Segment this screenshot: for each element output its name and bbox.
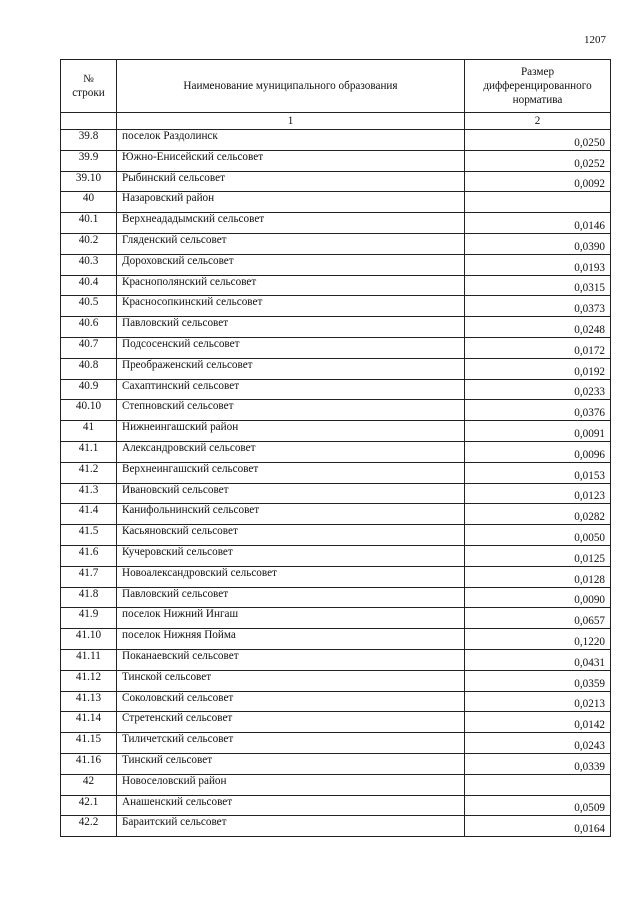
- column-index-2: 2: [465, 113, 611, 130]
- table-row: [61, 213, 611, 234]
- table-row: [61, 254, 611, 275]
- row-number: 41.6: [61, 545, 117, 566]
- municipality-name: Анашенский сельсовет: [117, 795, 465, 816]
- normative-value: 0,0096: [465, 441, 611, 462]
- row-number: 41.13: [61, 691, 117, 712]
- normative-value: 0,0509: [465, 795, 611, 816]
- table-row: [61, 566, 611, 587]
- municipality-name: Верхнеингашский сельсовет: [117, 462, 465, 483]
- normative-value: 0,0339: [465, 753, 611, 774]
- table-row: [61, 795, 611, 816]
- municipality-name: Стретенский сельсовет: [117, 712, 465, 733]
- row-number: 41.2: [61, 462, 117, 483]
- normative-value: 0,0193: [465, 254, 611, 275]
- normative-value: 0,0125: [465, 545, 611, 566]
- municipality-name: Павловский сельсовет: [117, 587, 465, 608]
- row-number: 41.1: [61, 441, 117, 462]
- table-row: [61, 587, 611, 608]
- normative-value: 0,0252: [465, 150, 611, 171]
- row-number: 41: [61, 421, 117, 442]
- row-number: 41.12: [61, 670, 117, 691]
- municipality-name: Канифольнинский сельсовет: [117, 504, 465, 525]
- table-row: [61, 296, 611, 317]
- municipality-name: Верхнеададымский сельсовет: [117, 213, 465, 234]
- row-number: 39.9: [61, 150, 117, 171]
- municipality-name: Павловский сельсовет: [117, 317, 465, 338]
- normative-value: 0,0250: [465, 130, 611, 151]
- row-number: 42.2: [61, 816, 117, 837]
- row-number: 40.6: [61, 317, 117, 338]
- municipality-name: Назаровский район: [117, 192, 465, 213]
- municipality-name: Рыбинский сельсовет: [117, 171, 465, 192]
- normative-value: 0,0243: [465, 733, 611, 754]
- municipality-name: Бараитский сельсовет: [117, 816, 465, 837]
- normative-value: 0,0146: [465, 213, 611, 234]
- normative-value: 0,0123: [465, 483, 611, 504]
- table-row: [61, 753, 611, 774]
- header-row-number-label: № строки: [72, 73, 105, 99]
- table-row: [61, 629, 611, 650]
- normative-value: [465, 774, 611, 795]
- table-row: [61, 130, 611, 151]
- municipality-name: Нижнеингашский район: [117, 421, 465, 442]
- normative-value: 0,0050: [465, 525, 611, 546]
- row-number: 40.10: [61, 400, 117, 421]
- municipality-name: Новоалександровский сельсовет: [117, 566, 465, 587]
- municipality-name: Дороховский сельсовет: [117, 254, 465, 275]
- row-number: 41.7: [61, 566, 117, 587]
- municipality-name: Соколовский сельсовет: [117, 691, 465, 712]
- table-row: [61, 337, 611, 358]
- municipality-name: Южно-Енисейский сельсовет: [117, 150, 465, 171]
- table-row: [61, 608, 611, 629]
- table-row: [61, 545, 611, 566]
- table-row: [61, 400, 611, 421]
- row-number: 41.3: [61, 483, 117, 504]
- normative-value: 0,0164: [465, 816, 611, 837]
- municipality-name: поселок Раздолинск: [117, 130, 465, 151]
- table-header-row: [61, 60, 611, 113]
- municipality-name: Александровский сельсовет: [117, 441, 465, 462]
- table-row: [61, 462, 611, 483]
- header-municipality-name-label: Наименование муниципального образования: [183, 80, 398, 92]
- table-row: [61, 275, 611, 296]
- row-number: 39.8: [61, 130, 117, 151]
- row-number: 41.5: [61, 525, 117, 546]
- table-row: [61, 649, 611, 670]
- header-normative-size-label: Размер дифференцированного норматива: [483, 66, 592, 106]
- row-number: 40.2: [61, 233, 117, 254]
- municipality-name: поселок Нижняя Пойма: [117, 629, 465, 650]
- normative-value: 0,0213: [465, 691, 611, 712]
- header-municipality-name: [117, 60, 465, 113]
- municipality-name: Тинский сельсовет: [117, 753, 465, 774]
- normative-value: 0,0373: [465, 296, 611, 317]
- table-row: [61, 317, 611, 338]
- normative-value: 0,0282: [465, 504, 611, 525]
- normative-value: 0,0315: [465, 275, 611, 296]
- municipality-name: Ивановский сельсовет: [117, 483, 465, 504]
- row-number: 40.7: [61, 337, 117, 358]
- row-number: 41.16: [61, 753, 117, 774]
- municipality-name: Новоселовский район: [117, 774, 465, 795]
- table-row: [61, 483, 611, 504]
- row-number: 40.3: [61, 254, 117, 275]
- table-row: [61, 670, 611, 691]
- municipality-name: Кучеровский сельсовет: [117, 545, 465, 566]
- normative-value: 0,0192: [465, 358, 611, 379]
- table-row: [61, 504, 611, 525]
- municipality-name: Подсосенский сельсовет: [117, 337, 465, 358]
- municipality-name: Степновский сельсовет: [117, 400, 465, 421]
- row-number: 42.1: [61, 795, 117, 816]
- table-row: [61, 712, 611, 733]
- row-number: 41.10: [61, 629, 117, 650]
- municipality-name: поселок Нижний Ингаш: [117, 608, 465, 629]
- page-number: 1207: [584, 34, 606, 46]
- municipality-name: Касьяновский сельсовет: [117, 525, 465, 546]
- table-row: [61, 733, 611, 754]
- table-row: [61, 421, 611, 442]
- header-normative-size: [465, 60, 611, 113]
- row-number: 40: [61, 192, 117, 213]
- normative-value: 0,0359: [465, 670, 611, 691]
- municipality-name: Сахаптинский сельсовет: [117, 379, 465, 400]
- table-row: [61, 171, 611, 192]
- normative-value: 0,0142: [465, 712, 611, 733]
- row-number: 40.5: [61, 296, 117, 317]
- normative-value: 0,0376: [465, 400, 611, 421]
- row-number: 42: [61, 774, 117, 795]
- row-number: 39.10: [61, 171, 117, 192]
- normative-value: 0,0233: [465, 379, 611, 400]
- municipality-name: Тиличетский сельсовет: [117, 733, 465, 754]
- normative-value: 0,0248: [465, 317, 611, 338]
- municipality-name: Краснополянский сельсовет: [117, 275, 465, 296]
- table-row: [61, 379, 611, 400]
- table-row: [61, 358, 611, 379]
- row-number: 40.9: [61, 379, 117, 400]
- row-number: 40.8: [61, 358, 117, 379]
- normative-value: 0,0657: [465, 608, 611, 629]
- row-number: 41.11: [61, 649, 117, 670]
- column-index-empty: [61, 113, 117, 130]
- header-row-number: [61, 60, 117, 113]
- municipality-name: Преображенский сельсовет: [117, 358, 465, 379]
- normative-value: 0,0092: [465, 171, 611, 192]
- table-row: [61, 774, 611, 795]
- normative-value: 0,0128: [465, 566, 611, 587]
- normative-table: [60, 59, 611, 837]
- row-number: 41.15: [61, 733, 117, 754]
- table-body: [61, 130, 611, 837]
- normative-value: 0,0390: [465, 233, 611, 254]
- row-number: 40.4: [61, 275, 117, 296]
- column-index-row: [61, 113, 611, 130]
- table-row: [61, 233, 611, 254]
- normative-value: 0,0090: [465, 587, 611, 608]
- row-number: 41.14: [61, 712, 117, 733]
- normative-value: 0,0091: [465, 421, 611, 442]
- table-row: [61, 150, 611, 171]
- row-number: 41.9: [61, 608, 117, 629]
- municipality-name: Поканаевский сельсовет: [117, 649, 465, 670]
- table-row: [61, 525, 611, 546]
- table-row: [61, 441, 611, 462]
- municipality-name: Красносопкинский сельсовет: [117, 296, 465, 317]
- normative-value: [465, 192, 611, 213]
- normative-value: 0,0153: [465, 462, 611, 483]
- table-row: [61, 816, 611, 837]
- normative-value: 0,0172: [465, 337, 611, 358]
- column-index-1: 1: [117, 113, 465, 130]
- table-row: [61, 691, 611, 712]
- normative-value: 0,1220: [465, 629, 611, 650]
- row-number: 40.1: [61, 213, 117, 234]
- row-number: 41.4: [61, 504, 117, 525]
- normative-value: 0,0431: [465, 649, 611, 670]
- municipality-name: Гляденский сельсовет: [117, 233, 465, 254]
- table-row: [61, 192, 611, 213]
- row-number: 41.8: [61, 587, 117, 608]
- municipality-name: Тинской сельсовет: [117, 670, 465, 691]
